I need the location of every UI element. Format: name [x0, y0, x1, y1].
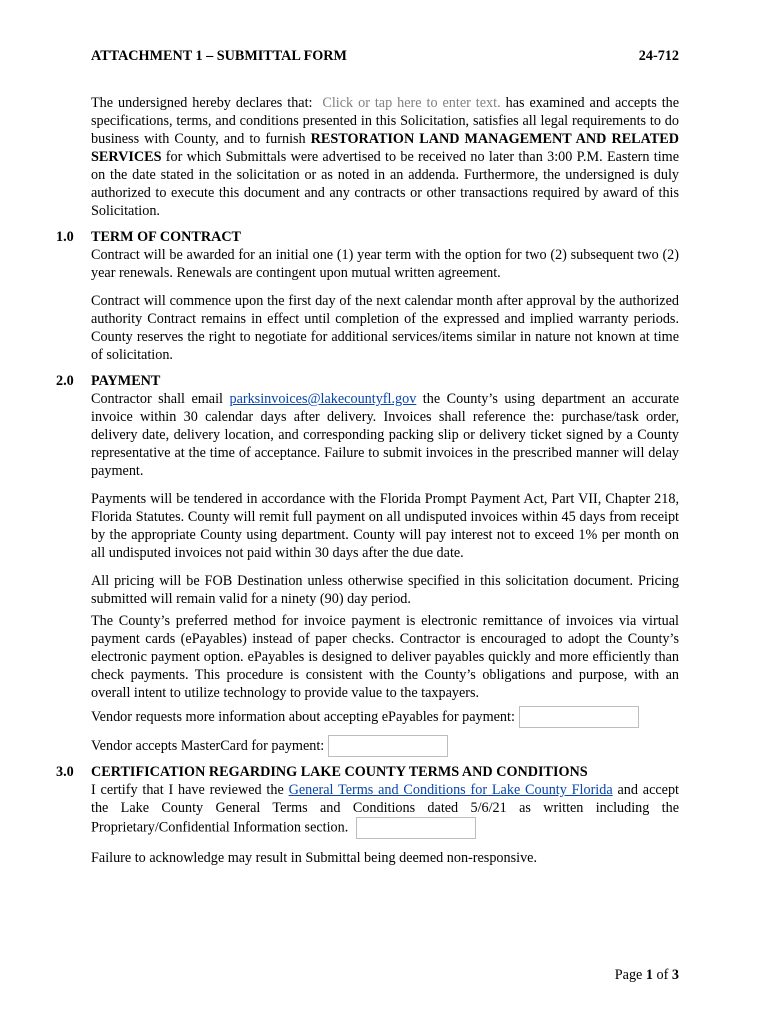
current-page: 1: [645, 967, 653, 983]
form-title: ATTACHMENT 1 – SUBMITTAL FORM: [91, 48, 347, 64]
section-number: 1.0: [56, 229, 74, 245]
form-content: [56, 94, 680, 867]
epayables-input[interactable]: [519, 706, 639, 728]
intro-middle: has examined and accepts the specifications, terms, and conditions presented in this Solicitation, satisfies all legal requirements to do business with County, and to furnish: [91, 95, 680, 147]
solicitation-number: 24-712: [638, 48, 679, 64]
mastercard-label: Vendor accepts MasterCard for payment:: [91, 738, 325, 754]
payment-paragraph-4: The County’s preferred method for invoice payment is electronic remittance of invoices via virtual payment cards (ePayables) instead of paper checks. Contractor is encouraged to adopt the County’s electronic payment option. ePayables is designed to deliver payables quickly and more efficiently than check payments. This procedure is consistent with the County’s obligations and purpose, with an overall intent to utilize technology to provide value to the taxpayers.: [91, 613, 679, 701]
section-number: 2.0: [56, 373, 74, 389]
section-number: 3.0: [56, 764, 74, 780]
payment-paragraph-1: [91, 390, 679, 480]
epayables-row: [91, 706, 679, 728]
intro-prefix: The undersigned hereby declares that:: [91, 95, 313, 111]
total-pages: 3: [671, 967, 679, 983]
payment-p1-prefix: Contractor shall email: [91, 391, 223, 407]
epayables-label: Vendor requests more information about accepting ePayables for payment:: [91, 709, 515, 725]
page-header: [91, 47, 679, 65]
terms-conditions-link[interactable]: General Terms and Conditions for Lake County Florida: [288, 782, 613, 798]
page-label: Page: [614, 967, 643, 983]
mastercard-input[interactable]: [328, 735, 448, 757]
of-label: of: [656, 967, 669, 983]
payment-paragraph-3: All pricing will be FOB Destination unless otherwise specified in this solicitation document. Pricing submitted will remain valid for a ninety (90) day period.: [91, 573, 679, 607]
bidder-name-field[interactable]: Click or tap here to enter text.: [322, 95, 501, 111]
term-paragraph-2: Contract will commence upon the first day of the next calendar month after approval by the authorized authority Contract remains in effect until completion of the expressed and implied warranty periods. County reserves the right to negotiate for additional services/items similar in nature not known at time of solicitation.: [91, 293, 679, 363]
section-term: [56, 228, 679, 364]
invoice-email-link[interactable]: parksinvoices@lakecountyfl.gov: [229, 391, 417, 407]
page-footer: [615, 966, 679, 984]
service-name: RESTORATION LAND MANAGEMENT AND RELATED SERVICES: [91, 131, 679, 165]
section-certification: [56, 763, 679, 867]
mastercard-row: [91, 735, 679, 757]
payment-paragraph-2: Payments will be tendered in accordance with the Florida Prompt Payment Act, Part VII, Chapter 218, Florida Statutes. County will remit full payment on all undisputed invoices within 45 days from receipt by the appropriate County using department. County will pay interest not to exceed 1% per month on all undisputed invoices not paid within 30 days after the due date.: [91, 491, 679, 561]
payment-p1-suffix: the County’s using department an accurate invoice within 30 calendar days after delivery. Invoices shall reference the: purchase/task order, delivery date, delivery location, and corresponding packing slip or delivery ticket signed by a County representative at the time of acceptance. Failure to submit invoices in the prescribed manner will delay payment.: [91, 391, 680, 479]
certification-paragraph-1: [91, 781, 679, 839]
cert-p1-prefix: I certify that I have reviewed the: [91, 782, 284, 798]
term-paragraph-1: Contract will be awarded for an initial one (1) year term with the option for two (2) subsequent two (2) year renewals. Renewals are contingent upon mutual written agreement.: [91, 247, 679, 281]
certification-paragraph-2: Failure to acknowledge may result in Submittal being deemed non-responsive.: [91, 850, 538, 866]
section-title: TERM OF CONTRACT: [91, 229, 242, 245]
intro-suffix: for which Submittals were advertised to be received no later than 3:00 P.M. Eastern time on the date stated in the solicitation or as noted in an addenda. Furthermore, the undersigned is duly authorized to execute this document and any contracts or other transactions required by award of this Solicitation.: [91, 149, 679, 219]
section-payment: [56, 372, 680, 757]
acknowledgement-input[interactable]: [356, 817, 476, 839]
intro-paragraph: [91, 94, 679, 220]
cert-p1-suffix: and accept the Lake County General Terms and Conditions dated 5/6/21 as written including the Proprietary/Confidential Information section.: [91, 782, 679, 836]
section-title: PAYMENT: [91, 373, 161, 389]
section-title: CERTIFICATION REGARDING LAKE COUNTY TERMS AND CONDITIONS: [91, 764, 588, 780]
